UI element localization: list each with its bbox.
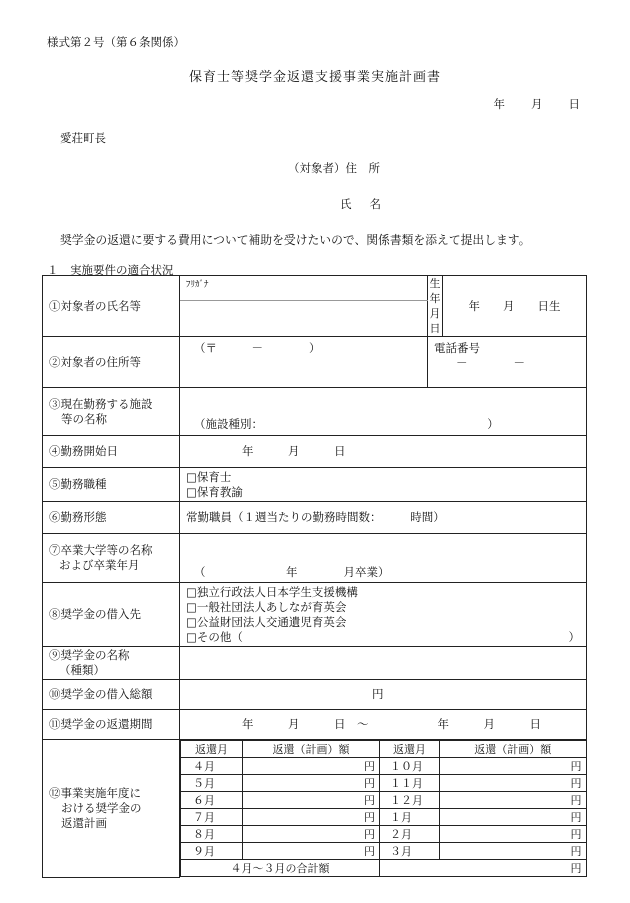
- month-cell: １１月: [380, 775, 440, 792]
- total-label: ４月～３月の合計額: [181, 860, 380, 877]
- birth-label-line2: 月日: [429, 307, 441, 335]
- amount-cell[interactable]: 円: [243, 775, 380, 792]
- repayment-schedule: [180, 740, 587, 878]
- row-graduation-label: [43, 534, 180, 583]
- option-other[interactable]: [186, 630, 580, 645]
- postal-code: （〒 － ）: [194, 341, 321, 355]
- start-date-field[interactable]: 年 月 日: [180, 436, 587, 468]
- total-borrowed-field[interactable]: [180, 680, 587, 710]
- scholarship-name-line2: （種類）: [59, 663, 105, 677]
- col-month-left: 返還月: [181, 741, 243, 758]
- phone-value: － －: [456, 356, 526, 370]
- date-month: 月: [531, 97, 543, 111]
- row-name-label: ①対象者の氏名等: [43, 276, 180, 337]
- plan-label-line3: 返還計画: [61, 815, 107, 830]
- schedule-row: [181, 843, 587, 860]
- option-ashinaga[interactable]: □一般社団法人あしなが育英会: [186, 599, 347, 614]
- month-cell: １０月: [380, 758, 440, 775]
- schedule-row: [181, 758, 587, 775]
- repayment-schedule-table: [180, 740, 587, 877]
- scholarship-name-field[interactable]: [180, 647, 587, 680]
- schedule-row: [181, 775, 587, 792]
- row-lender-label: ⑧奨学金の借入先: [43, 583, 180, 647]
- form-number: 様式第２号（第６条関係）: [47, 35, 185, 49]
- month-cell: ９月: [181, 843, 243, 860]
- plan-label-line2: おける奨学金の: [61, 800, 142, 815]
- row-address-label: ②対象者の住所等: [43, 337, 180, 388]
- graduation-label-line1: ⑦卒業大学等の名称: [49, 543, 153, 557]
- birth-label-line1: 生年: [429, 277, 441, 305]
- row-start-date-label: ④勤務開始日: [43, 436, 180, 468]
- amount-cell[interactable]: 円: [440, 826, 587, 843]
- amount-cell[interactable]: 円: [243, 809, 380, 826]
- address-field[interactable]: [180, 337, 428, 388]
- facility-label-line1: ③現在勤務する施設: [49, 396, 153, 411]
- lender-options: [180, 583, 587, 647]
- furigana-label: ﾌﾘｶﾞﾅ: [186, 280, 209, 290]
- facility-type: （施設種別： ）: [194, 417, 499, 431]
- requirements-table: [42, 275, 587, 878]
- row-facility-label: [43, 388, 180, 436]
- document-title: 保育士等奨学金返還支援事業実施計画書: [188, 70, 441, 85]
- furigana-field[interactable]: [180, 276, 428, 301]
- amount-cell[interactable]: 円: [243, 843, 380, 860]
- birth-date-field[interactable]: 年 月 日生: [443, 276, 587, 337]
- row-repayment-plan-label: [43, 740, 180, 878]
- section-heading: １ 実施要件の適合状況: [47, 263, 174, 277]
- name-label-second: 名: [369, 197, 381, 211]
- phone-label: 電話番号: [434, 341, 481, 355]
- month-cell: １２月: [380, 792, 440, 809]
- month-cell: ４月: [181, 758, 243, 775]
- applicant-address-label: （対象者）住 所: [288, 161, 380, 175]
- month-cell: ３月: [380, 843, 440, 860]
- applicant-name-label: [340, 196, 381, 212]
- option-other-label: □その他（: [186, 629, 243, 644]
- application-statement: 奨学金の返還に要する費用について補助を受けたいので、関係書類を添えて提出します。: [60, 233, 531, 247]
- birth-date-label: [428, 276, 443, 337]
- facility-field[interactable]: [180, 388, 587, 436]
- option-hoikushi[interactable]: □保育士: [186, 469, 232, 484]
- plan-label-line1: ⑫事業実施年度に: [49, 785, 141, 800]
- option-hoiku-kyoyu[interactable]: □保育教諭: [186, 484, 243, 499]
- col-amount-right: 返還（計画）額: [440, 741, 587, 758]
- row-repayment-period-label: ⑪奨学金の返還期間: [43, 710, 180, 740]
- row-scholarship-name-label: [43, 647, 180, 680]
- submission-date: [468, 96, 581, 112]
- amount-cell[interactable]: 円: [440, 843, 587, 860]
- schedule-row: [181, 826, 587, 843]
- facility-label-line2: 等の名称: [61, 411, 107, 426]
- graduation-field[interactable]: [180, 534, 587, 583]
- month-cell: ６月: [181, 792, 243, 809]
- amount-cell[interactable]: 円: [440, 809, 587, 826]
- amount-cell[interactable]: 円: [243, 826, 380, 843]
- month-cell: ８月: [181, 826, 243, 843]
- phone-field[interactable]: [428, 337, 587, 388]
- col-month-right: 返還月: [380, 741, 440, 758]
- month-cell: ５月: [181, 775, 243, 792]
- date-year: 年: [493, 97, 505, 111]
- amount-cell[interactable]: 円: [243, 758, 380, 775]
- scholarship-name-line1: ⑨奨学金の名称: [49, 648, 130, 662]
- month-cell: ７月: [181, 809, 243, 826]
- occupation-options: [180, 468, 587, 502]
- month-cell: １月: [380, 809, 440, 826]
- row-occupation-label: ⑤勤務職種: [43, 468, 180, 502]
- work-type-field[interactable]: 常勤職員（１週当たりの勤務時間数： 時間）: [180, 502, 587, 534]
- amount-cell[interactable]: 円: [243, 792, 380, 809]
- addressee: 愛荘町長: [60, 131, 106, 145]
- amount-cell[interactable]: 円: [440, 758, 587, 775]
- option-kotsu-iji[interactable]: □公益財団法人交通遺児育英会: [186, 614, 347, 629]
- yen-unit: 円: [372, 687, 384, 701]
- schedule-row: [181, 792, 587, 809]
- date-day: 日: [568, 97, 580, 111]
- schedule-row: [181, 809, 587, 826]
- option-jasso[interactable]: □独立行政法人日本学生支援機構: [186, 584, 358, 599]
- amount-cell[interactable]: 円: [440, 775, 587, 792]
- row-work-type-label: ⑥勤務形態: [43, 502, 180, 534]
- repayment-period-field[interactable]: 年 月 日 ～ 年 月 日: [180, 710, 587, 740]
- col-amount-left: 返還（計画）額: [243, 741, 380, 758]
- row-total-borrowed-label: ⑩奨学金の借入総額: [43, 680, 180, 710]
- option-other-close: ）: [568, 629, 581, 644]
- total-amount-cell[interactable]: 円: [380, 860, 587, 877]
- name-label-first: 氏: [340, 197, 352, 211]
- amount-cell[interactable]: 円: [440, 792, 587, 809]
- graduation-label-line2: および卒業年月: [59, 558, 140, 572]
- month-cell: ２月: [380, 826, 440, 843]
- graduation-date: （ 年 月卒業）: [194, 565, 390, 579]
- name-field[interactable]: [180, 300, 428, 336]
